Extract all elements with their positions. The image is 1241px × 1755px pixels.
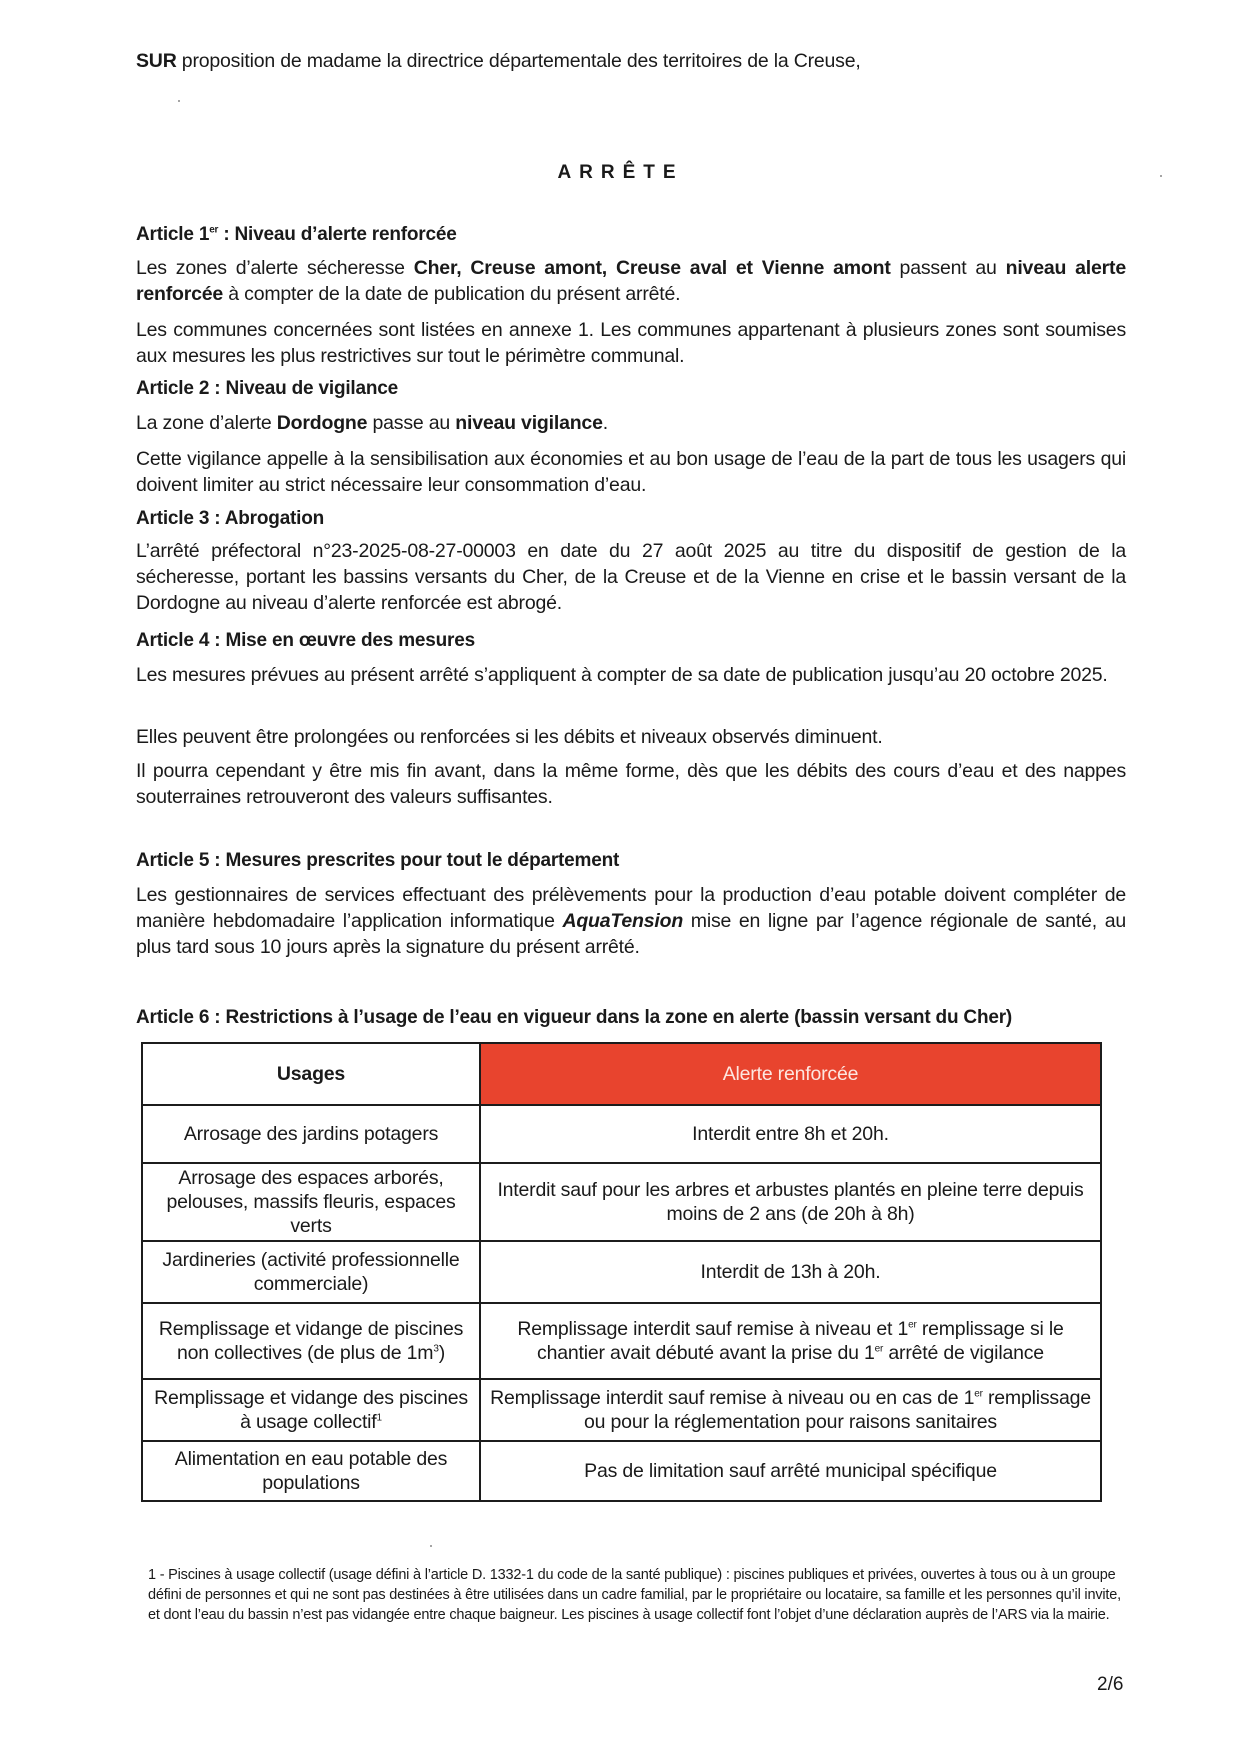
- text: Remplissage et vidange de piscines non collectives (de plus de 1m: [158, 1318, 464, 1364]
- article-5-heading: Article 5 : Mesures prescrites pour tout le département: [136, 850, 620, 871]
- table-row: [142, 1379, 1101, 1441]
- text: Les gestionnaires de services effectuant des prélèvements pour la production d’eau potable doivent compléter de manière hebdomadaire l’application informatique: [136, 884, 1126, 932]
- text: passent au: [890, 257, 1006, 279]
- article-6-heading: Article 6 : Restrictions à l’usage de l’eau en vigueur dans la zone en alerte (bassin versant du Cher): [136, 1007, 1013, 1028]
- text: Remplissage et vidange des piscines à usage collectif: [154, 1387, 468, 1433]
- footnote: 1 - Piscines à usage collectif (usage défini à l’article D. 1332-1 du code de la santé publique) : piscines publiques et privées, ouvertes à tous ou à un groupe défini de personnes et qui ne sont pas destinées à être utilisées dans un cadre familial, par le propriétaire ou locataire, sa famille et les personnes qu’il invite, et dont l’eau du bassin n’est pas vidangée entre chaque baigneur. Les piscines à usage collectif font l’objet d’une déclaration auprès de l’ARS via la mairie.: [148, 1567, 1121, 1623]
- restrictions-table: [141, 1042, 1102, 1502]
- superscript: er: [908, 1319, 917, 1331]
- article-1-heading: [136, 222, 1126, 248]
- preamble: [136, 48, 1126, 74]
- article-2-paragraph-1: [136, 410, 1126, 436]
- article-4-heading: Article 4 : Mise en œuvre des mesures: [136, 630, 475, 651]
- article-2-heading: Article 2 : Niveau de vigilance: [136, 378, 399, 399]
- rule-cell: Pas de limitation sauf arrêté municipal spécifique: [480, 1441, 1101, 1501]
- usage-cell: Arrosage des jardins potagers: [142, 1105, 480, 1163]
- usage-cell: Alimentation en eau potable des populations: [142, 1441, 480, 1501]
- scan-speck: [178, 100, 180, 102]
- article-2-paragraph-2: Cette vigilance appelle à la sensibilisation aux économies et au bon usage de l’eau de la part de tous les usagers qui doivent limiter au strict nécessaire leur consommation d’eau.: [136, 448, 1126, 496]
- preamble-text: proposition de madame la directrice départementale des territoires de la Creuse,: [176, 50, 861, 72]
- text: Les zones d’alerte sécheresse: [136, 257, 414, 279]
- article-1-heading-suffix: : Niveau d’alerte renforcée: [218, 224, 457, 245]
- usage-cell: Jardineries (activité professionnelle commerciale): [142, 1241, 480, 1303]
- table-row: [142, 1241, 1101, 1303]
- rule-cell: [480, 1379, 1101, 1441]
- article-3-heading: Article 3 : Abrogation: [136, 508, 325, 529]
- text: ): [438, 1342, 445, 1364]
- scan-speck: [1160, 175, 1162, 177]
- preamble-lead: SUR: [136, 50, 177, 72]
- article-1-paragraph-1: [136, 255, 1126, 307]
- superscript: er: [874, 1343, 884, 1355]
- article-1-heading-sup: er: [209, 224, 219, 236]
- rule-cell: Interdit entre 8h et 20h.: [480, 1105, 1101, 1163]
- text: arrêté de vigilance: [883, 1342, 1044, 1364]
- superscript: er: [974, 1388, 983, 1400]
- level-bold: niveau alerte renforcée: [136, 257, 1126, 305]
- text: à compter de la date de publication du présent arrêté.: [223, 283, 681, 305]
- text: mise en ligne par l’agence régionale de santé, au plus tard sous 10 jours après la signature du présent arrêté.: [136, 910, 1127, 958]
- level-bold: niveau vigilance: [455, 412, 603, 434]
- superscript: 3: [433, 1343, 439, 1355]
- article-1-paragraph-2: Les communes concernées sont listées en annexe 1. Les communes appartenant à plusieurs zones sont soumises aux mesures les plus restrictives sur tout le périmètre communal.: [136, 319, 1126, 367]
- text: Remplissage interdit sauf remise à niveau et 1: [517, 1318, 909, 1340]
- usage-cell: [142, 1303, 480, 1379]
- zones-bold: Cher, Creuse amont, Creuse aval et Vienne amont: [413, 257, 891, 279]
- page-number: 2/6: [1097, 1674, 1124, 1695]
- table-row: [142, 1105, 1101, 1163]
- article-1-heading-prefix: Article 1: [136, 224, 210, 245]
- article-5-paragraph-1: [136, 882, 1126, 960]
- article-4-paragraph-3: Il pourra cependant y être mis fin avant, dans la même forme, dès que les débits des cours d’eau et des nappes souterraines retrouveront des valeurs suffisantes.: [136, 760, 1126, 808]
- text: .: [602, 412, 608, 434]
- usage-cell: Arrosage des espaces arborés, pelouses, massifs fleuris, espaces verts: [142, 1163, 480, 1241]
- footnote-ref: 1: [376, 1412, 382, 1424]
- table-header-row: [142, 1043, 1101, 1105]
- zone-bold: Dordogne: [276, 412, 368, 434]
- app-name: AquaTension: [562, 910, 684, 932]
- usage-cell: [142, 1379, 480, 1441]
- table-row: [142, 1303, 1101, 1379]
- article-4-paragraph-2: Elles peuvent être prolongées ou renforcées si les débits et niveaux observés diminuent.: [136, 726, 883, 748]
- text: La zone d’alerte: [136, 412, 277, 434]
- table-row: [142, 1441, 1101, 1501]
- scan-speck: [430, 1545, 432, 1547]
- column-header-usages: Usages: [142, 1043, 480, 1105]
- rule-cell: Interdit de 13h à 20h.: [480, 1241, 1101, 1303]
- rule-cell: Interdit sauf pour les arbres et arbustes plantés en pleine terre depuis moins de 2 ans (de 20h à 8h): [480, 1163, 1101, 1241]
- table-row: [142, 1163, 1101, 1241]
- decree-title: ARRÊTE: [557, 162, 684, 183]
- text: Remplissage interdit sauf remise à niveau ou en cas de 1: [490, 1387, 975, 1409]
- rule-cell: [480, 1303, 1101, 1379]
- text: passe au: [367, 412, 456, 434]
- column-header-alerte-renforcee: Alerte renforcée: [480, 1043, 1101, 1105]
- text: remplissage si le chantier avait débuté avant la prise du 1: [537, 1318, 1064, 1364]
- text: remplissage ou pour la réglementation pour raisons sanitaires: [584, 1387, 1091, 1433]
- article-3-paragraph-1: L’arrêté préfectoral n°23-2025-08-27-00003 en date du 27 août 2025 au titre du dispositif de gestion de la sécheresse, portant les bassins versants du Cher, de la Creuse et de la Vienne en crise et le bassin versant de la Dordogne au niveau d’alerte renforcée est abrogé.: [136, 540, 1126, 614]
- article-4-paragraph-1: Les mesures prévues au présent arrêté s’appliquent à compter de sa date de publication jusqu’au 20 octobre 2025.: [136, 664, 1108, 686]
